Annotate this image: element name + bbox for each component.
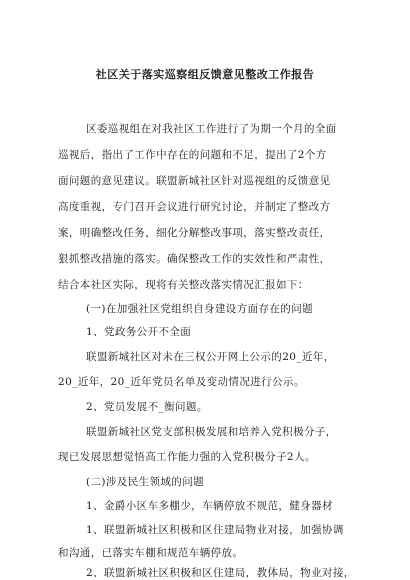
paragraph-line: 面问题的意见建议。联盟新城社区针对巡视组的反馈意见 <box>58 175 331 187</box>
subsection-heading: 1、金爵小区车多棚少，车辆停放不规范，健身器材 <box>86 500 333 512</box>
paragraph-line: 狠抓整改措施的落实。确保整改工作的实效性和严肃性， <box>58 253 331 265</box>
paragraph-line: 1、联盟新城社区积极和区住建局物业对接，加强协调 <box>86 524 344 536</box>
paragraph-line: 结合本社区实际，现将有关整改落实情况汇报如下： <box>58 279 309 291</box>
paragraph-line: 联盟新城社区党支部积极发展和培养入党积极分子， <box>86 426 337 438</box>
paragraph-line: 巡视后，指出了工作中存在的问题和不足，提出了2个方 <box>58 149 327 161</box>
section-heading: (二)涉及民生领域的问题 <box>86 476 204 488</box>
paragraph-line: 2、联盟新城社区积极和区住建局，教体局，物业对接， <box>86 567 355 579</box>
document-title: 社区关于落实巡察组反馈意见整改工作报告 <box>95 68 315 81</box>
subsection-heading: 2、党员发展不_衡问题。 <box>86 401 208 413</box>
paragraph-line: 联盟新城社区对未在三权公开网上公示的20_近年， <box>86 351 335 363</box>
paragraph-line: 现已发展思想觉悟高工作能力强的入党积极分子2人。 <box>58 451 316 463</box>
subsection-heading: 1、党政务公开不全面 <box>86 326 192 338</box>
paragraph-line: 案，明确整改任务，细化分解整改事项，落实整改责任， <box>58 227 331 239</box>
section-heading: (一)在加强社区党组织自身建设方面存在的问题 <box>86 303 313 315</box>
paragraph-line: 和沟通，已落实车棚和规范车辆停放。 <box>58 547 244 559</box>
paragraph-line: 区委巡视组在对我社区工作进行了为期一个月的全面 <box>86 123 337 135</box>
paragraph-line: 高度重视，专门召开会议进行研究讨论，并制定了整改方 <box>58 201 331 213</box>
paragraph-line: 20_近年，20_近年党员名单及变动情况进行公示。 <box>58 376 305 388</box>
